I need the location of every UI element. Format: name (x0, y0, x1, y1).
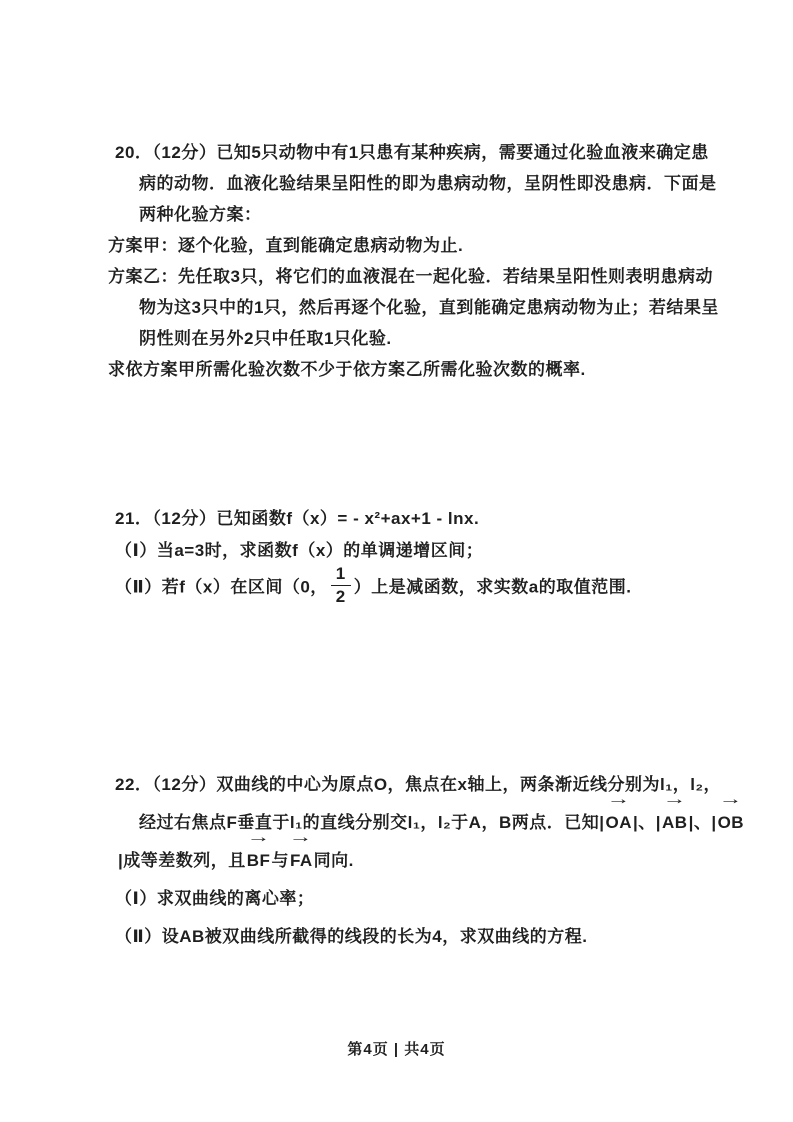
text-line (139, 199, 733, 230)
text-segment: （Ⅱ）若f（x）在区间（0， (115, 577, 328, 597)
text-line (139, 292, 733, 323)
vector-notation: → FA (290, 842, 313, 880)
problem-20 (108, 137, 733, 385)
text-segment: 21．（12分）已知函数f（x）= - x²+ax+1 - lnx. (115, 509, 480, 528)
text-line (115, 766, 733, 804)
text-segment: （Ⅰ）当a=3时，求函数f（x）的单调递增区间； (115, 541, 484, 560)
text-line (108, 261, 733, 292)
text-segment: 物为这3只中的1只，然后再逐个化验，直到能确定患病动物为止；若结果呈 (139, 298, 719, 317)
text-segment: 阴性则在另外2只中任取1只化验. (139, 329, 392, 348)
text-segment: 经过右焦点F垂直于l₁的直线分别交l₁，l₂于A，B两点．已知| (139, 813, 605, 832)
text-segment: 方案甲：逐个化验，直到能确定患病动物为止. (108, 236, 464, 255)
text-line (115, 137, 733, 168)
text-segment: （Ⅱ）设AB被双曲线所截得的线段的长为4，求双曲线的方程. (115, 927, 588, 946)
text-segment: 与 (271, 851, 289, 870)
text-line (139, 168, 733, 199)
vector-notation: → BF (247, 842, 271, 880)
text-line (115, 535, 733, 567)
text-segment: 方案乙：先任取3只，将它们的血液混在一起化验．若结果呈阳性则表明患病动 (108, 267, 713, 286)
fraction-denominator: 2 (335, 586, 346, 606)
text-segment: 病的动物．血液化验结果呈阳性的即为患病动物，呈阴性即没患病．下面是 (139, 174, 717, 193)
problem-21 (108, 503, 733, 609)
text-line (108, 230, 733, 261)
text-line (115, 880, 733, 918)
text-segment: 同向. (313, 851, 354, 870)
fraction-numerator: 1 (331, 564, 351, 586)
text-line (115, 503, 733, 535)
text-line (115, 564, 733, 609)
vector-notation: → OA (605, 804, 632, 842)
text-segment: |成等差数列，且 (118, 851, 246, 870)
text-line (115, 918, 733, 956)
text-segment: 两种化验方案： (139, 205, 262, 224)
text-line (118, 842, 733, 880)
text-segment: 20．（12分）已知5只动物中有1只患有某种疾病，需要通过化验血液来确定患 (115, 143, 709, 162)
text-segment: 22．（12分）双曲线的中心为原点O，焦点在x轴上，两条渐近线分别为l₁，l₂， (115, 775, 722, 794)
vector-notation: → OB (718, 804, 745, 842)
vector-notation: → AB (662, 804, 688, 842)
text-segment: （Ⅰ）求双曲线的离心率； (115, 889, 315, 908)
text-line (139, 804, 745, 842)
problem-22 (108, 766, 745, 956)
text-segment: |、| (632, 813, 661, 832)
fraction (331, 564, 351, 606)
text-line (108, 354, 733, 385)
text-segment: ）上是减函数，求实数a的取值范围. (353, 577, 632, 597)
text-line (139, 323, 733, 354)
page-footer (0, 1038, 793, 1059)
text-segment: 求依方案甲所需化验次数不少于依方案乙所需化验次数的概率. (108, 360, 586, 379)
text-segment: |、| (688, 813, 717, 832)
page-number-label: 第4页 | 共4页 (347, 1041, 446, 1058)
